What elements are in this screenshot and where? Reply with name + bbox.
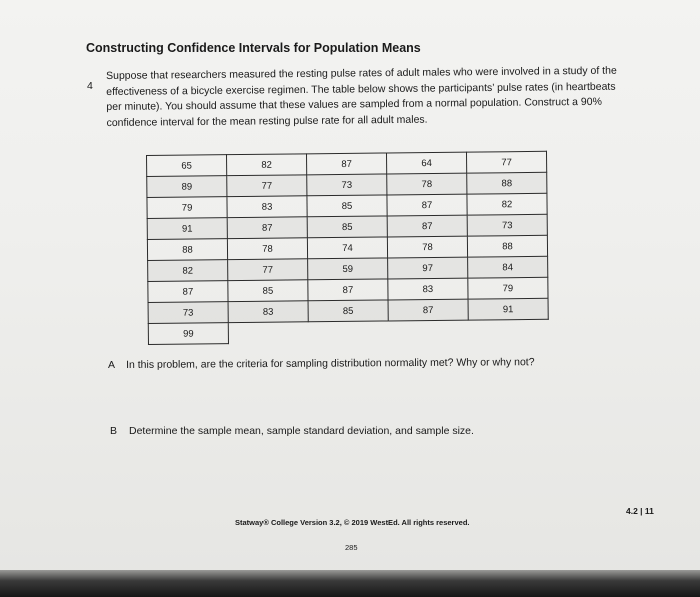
page-reference: 4.2 | 11 xyxy=(626,506,654,516)
page-number: 285 xyxy=(345,543,358,552)
table-cell: 83 xyxy=(227,196,307,218)
table-cell: 85 xyxy=(307,216,387,238)
table-cell: 87 xyxy=(227,217,307,239)
table-cell xyxy=(468,319,548,341)
table-row xyxy=(148,319,548,344)
question-text: Suppose that researchers measured the resting pulse rates of adult males who were involved in a study of the effectiveness of a bicycle exercise regimen. The table below shows the participants’ pulse rates (in heartbeats per minute). You should assume that these values are sampled from a normal population. Construct a 90% confidence interval for the mean resting pulse rate for all adult males. xyxy=(106,64,617,129)
table-cell: 91 xyxy=(147,218,227,240)
table-cell xyxy=(308,321,388,343)
table-cell xyxy=(228,322,308,344)
table-cell: 83 xyxy=(388,278,468,300)
table-cell: 77 xyxy=(228,259,308,281)
pulse-rate-table xyxy=(146,151,549,345)
table-cell: 85 xyxy=(308,300,388,322)
part-a-letter: A xyxy=(108,359,116,371)
copyright-notice: Statway® College Version 3.2, © 2019 WestEd. All rights reserved. xyxy=(235,518,470,527)
part-b-text: Determine the sample mean, sample standard deviation, and sample size. xyxy=(129,425,474,437)
table-cell: 88 xyxy=(467,172,547,194)
table-cell: 88 xyxy=(467,235,547,257)
table-cell: 74 xyxy=(307,237,387,259)
table-cell: 87 xyxy=(308,279,388,301)
table-cell: 82 xyxy=(148,260,228,282)
table-cell: 89 xyxy=(147,176,227,198)
table-cell: 91 xyxy=(468,298,548,320)
table-cell: 65 xyxy=(147,155,227,177)
table-cell: 78 xyxy=(387,173,467,195)
table-cell: 78 xyxy=(227,238,307,260)
table-cell: 84 xyxy=(468,256,548,278)
table-cell: 82 xyxy=(467,193,547,215)
table-cell: 85 xyxy=(307,195,387,217)
table-cell: 77 xyxy=(466,151,546,173)
table-cell: 79 xyxy=(468,277,548,299)
table-cell: 83 xyxy=(228,301,308,323)
table-cell: 85 xyxy=(228,280,308,302)
table-cell: 73 xyxy=(148,302,228,324)
table-cell: 73 xyxy=(467,214,547,236)
table-cell: 87 xyxy=(148,281,228,303)
table-cell: 82 xyxy=(227,154,307,176)
table-cell: 64 xyxy=(386,152,466,174)
page-title: Constructing Confidence Intervals for Population Means xyxy=(86,41,421,55)
table-cell: 87 xyxy=(387,194,467,216)
table-cell xyxy=(388,320,468,342)
table-cell: 97 xyxy=(388,257,468,279)
table-cell: 73 xyxy=(307,174,387,196)
table-cell: 78 xyxy=(387,236,467,258)
table-cell: 88 xyxy=(147,239,227,261)
table-cell: 79 xyxy=(147,197,227,219)
question-number: 4 xyxy=(87,80,93,92)
photo-background xyxy=(0,570,700,597)
part-a-text: In this problem, are the criteria for sampling distribution normality met? Why or why not? xyxy=(126,356,535,371)
table-cell: 87 xyxy=(306,153,386,175)
part-b-letter: B xyxy=(110,425,118,437)
table-cell: 99 xyxy=(148,323,228,345)
table-cell: 87 xyxy=(387,215,467,237)
table-cell: 87 xyxy=(388,299,468,321)
table-cell: 77 xyxy=(227,175,307,197)
table-cell: 59 xyxy=(308,258,388,280)
